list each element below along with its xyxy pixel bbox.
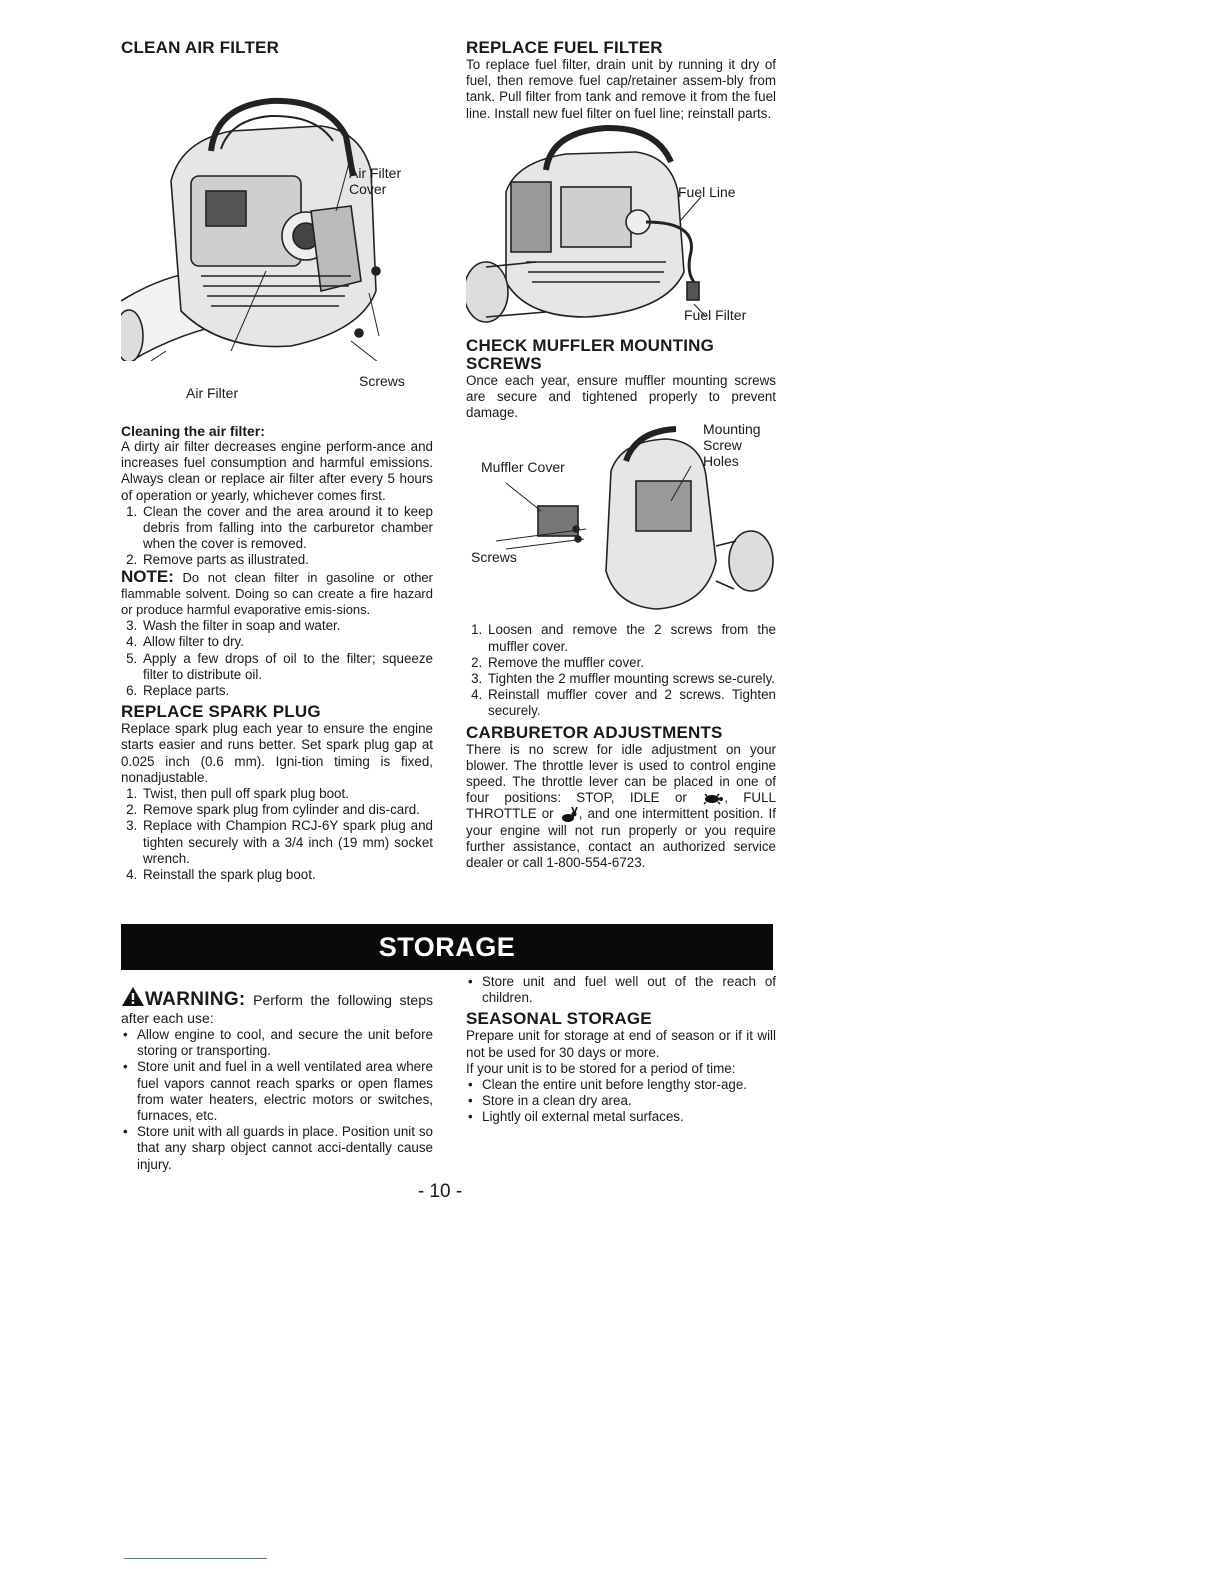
spark-plug-steps (121, 786, 433, 883)
air-filter-intro: A dirty air filter decreases engine perform-ance and increases fuel consumption and harmful emissions. Always clean or replace air filter after every 5 hours of operation or yearly, whichever comes first. (121, 439, 433, 503)
replace-spark-plug-heading: REPLACE SPARK PLUG (121, 702, 321, 722)
list-item: • Lightly oil external metal surfaces. (482, 1109, 776, 1125)
list-item: • Store unit and fuel well out of the reach of children. (482, 974, 776, 1006)
list-item: • Store in a clean dry area. (482, 1093, 776, 1109)
right-column (466, 38, 776, 872)
muffler-text: Once each year, ensure muffler mounting screws are secure and tightened properly to prevent damage. (466, 372, 776, 421)
storage-bullets-top (466, 974, 776, 1006)
storage-bullets (121, 1027, 433, 1173)
page-number: - 10 - (417, 1181, 463, 1202)
check-muffler-heading: CHECK MUFFLER MOUNTING SCREWS (466, 335, 715, 373)
seasonal-bullets (466, 1077, 776, 1126)
note-text: Do not clean filter in gasoline or other flammable solvent. Doing so can create a fire hazard or produce harmful evaporative emis-sions. (121, 569, 433, 618)
list-item: 1. Loosen and remove the 2 screws from the muffler cover. (486, 622, 776, 654)
storage-left-column (121, 986, 433, 1173)
screws-label: Screws (471, 549, 517, 566)
list-item: 2. Remove parts as illustrated. (141, 552, 433, 568)
fuel-filter-label: Fuel Filter (684, 306, 747, 323)
warning-text: Perform the following steps after each use: (121, 992, 433, 1026)
list-item: 1. Twist, then pull off spark plug boot. (141, 786, 433, 802)
footer-rule (124, 1558, 267, 1559)
warning-triangle-icon (121, 986, 145, 1007)
fuel-filter-text: To replace fuel filter, drain unit by running it dry of fuel, then remove fuel cap/retainer assem-bly from tank. Pull filter from tank and remove it from the fuel line. Install new fuel filter on fuel line; reinstall parts. (466, 57, 776, 121)
storage-banner (121, 924, 773, 970)
carburetor-text-a: There is no screw for idle adjustment on your blower. The throttle lever is used to control engine speed. The throttle lever can be placed in one of four positions: STOP, IDLE or (466, 741, 776, 806)
spark-plug-intro: Replace spark plug each year to ensure the engine starts easier and runs better. Set spark plug gap at 0.025 inch (0.6 mm). Igni-tion timing is fixed, nonadjustable. (121, 721, 433, 785)
list-item: 2. Remove spark plug from cylinder and dis-card. (141, 802, 433, 818)
replace-fuel-filter-heading: REPLACE FUEL FILTER (466, 38, 663, 57)
carburetor-text (466, 742, 776, 872)
mounting-screw-holes-label: Mounting Screw Holes (703, 421, 761, 470)
muffler-cover-label: Muffler Cover (481, 459, 565, 476)
air-filter-steps-a (121, 504, 433, 569)
list-item: 5. Apply a few drops of oil to the filter; squeeze filter to distribute oil. (141, 651, 433, 683)
note-label: NOTE: (121, 566, 174, 586)
storage-title: STORAGE (378, 931, 516, 962)
list-item: 3. Replace with Champion RCJ-6Y spark plug and tighten securely with a 3/4 inch (19 mm) socket wrench. (141, 818, 433, 867)
list-item: 3. Tighten the 2 muffler mounting screws se-curely. (486, 671, 776, 687)
muffler-figure (466, 421, 776, 616)
seasonal-storage-heading: SEASONAL STORAGE (466, 1009, 652, 1029)
carburetor-text-c: , and one intermittent position. If your engine will not run properly or you require further assistance, contact an authorized service dealer or call 1-800-554-6723. (466, 806, 776, 871)
fuel-filter-figure (466, 122, 776, 327)
blower-illustration (121, 61, 433, 361)
list-item: 4. Reinstall the spark plug boot. (141, 867, 433, 883)
carburetor-heading: CARBURETOR ADJUSTMENTS (466, 722, 723, 742)
list-item: 2. Remove the muffler cover. (486, 655, 776, 671)
list-item: • Allow engine to cool, and secure the unit before storing or transporting. (137, 1027, 433, 1059)
note-paragraph (121, 566, 433, 619)
muffler-steps (466, 622, 776, 719)
air-filter-cover-label: Air Filter Cover (349, 165, 402, 197)
warning-word: WARNING: (145, 989, 246, 1010)
cleaning-subhead: Cleaning the air filter: (121, 423, 265, 439)
list-item: 4. Allow filter to dry. (141, 634, 433, 650)
seasonal-p1: Prepare unit for storage at end of season or if it will not be used for 30 days or more. (466, 1028, 776, 1060)
list-item: • Clean the entire unit before lengthy stor-age. (482, 1077, 776, 1093)
list-item: • Store unit with all guards in place. Position unit so that any sharp object cannot acci-dentally cause injury. (137, 1124, 433, 1173)
blower-illustration (466, 122, 776, 327)
fuel-line-label: Fuel Line (678, 183, 736, 200)
warning-paragraph (121, 986, 433, 1027)
list-item: 6. Replace parts. (141, 683, 433, 699)
list-item: 4. Reinstall muffler cover and 2 screws. Tighten securely. (486, 687, 776, 719)
rabbit-icon (559, 807, 579, 823)
screws-label: Screws (359, 373, 405, 389)
air-filter-steps-b (121, 618, 433, 699)
list-item: 1. Clean the cover and the area around it to keep debris from falling into the carburetor chamber when the cover is removed. (141, 504, 433, 553)
seasonal-p2: If your unit is to be stored for a period of time: (466, 1060, 736, 1076)
carburetor-text-b: , FULL THROTTLE or (466, 790, 776, 822)
air-filter-figure (121, 61, 433, 401)
list-item: • Store unit and fuel in a well ventilated area where fuel vapors cannot reach sparks or open flames from water heaters, electric motors or switches, furnaces, etc. (137, 1059, 433, 1124)
clean-air-filter-heading: CLEAN AIR FILTER (121, 38, 280, 57)
turtle-icon (702, 793, 724, 805)
air-filter-label: Air Filter (186, 385, 239, 401)
list-item: 3. Wash the filter in soap and water. (141, 618, 433, 634)
left-column (121, 38, 433, 883)
storage-right-column (466, 974, 776, 1126)
